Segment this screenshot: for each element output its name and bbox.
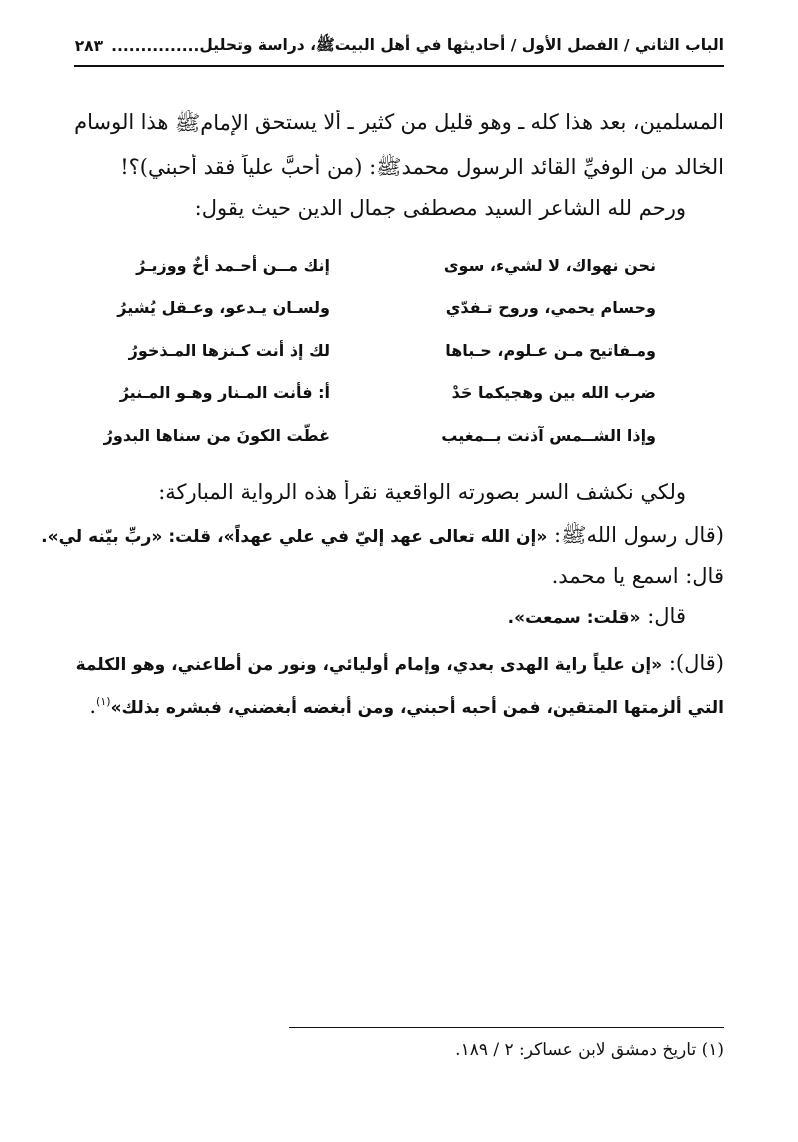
poem-verse-3-first: ومـفاتيح مـن عـلوم، حـباها [445, 341, 656, 360]
poem-verse-1-first: نحن نهواك، لا لشيء، سوى [443, 256, 656, 275]
para1-line2: الخالد من الوفيِّ القائد الرسول محمدﷺ: (من أحبَّ علياً فقد أحبني)؟! [120, 155, 724, 179]
word: ـ [347, 110, 354, 134]
footnote-text: (١) تاريخ دمشق لابن عساكر: ٢ / ١٨٩. [455, 1040, 724, 1060]
para7-line1 [74, 651, 724, 675]
para6-line [508, 604, 686, 628]
poem-verse-1-second: إنك مــن أحـمد أخٌ ووزيـرُ [136, 256, 330, 275]
footnote-rule [289, 1027, 724, 1028]
word: كثير [359, 110, 395, 134]
word: الإمامﷺ [174, 111, 249, 135]
word: المسلمين، [632, 110, 724, 134]
word: وهو [479, 110, 512, 134]
para7-line2 [89, 694, 724, 718]
poem-verse-5-first: وإذا الشــمس آذنت بــمغيب [441, 426, 656, 445]
word: هذا [140, 110, 169, 134]
para4-intro: (قال رسول اللهﷺ: [547, 523, 724, 547]
poem-verse-4-second: أ: فأنت المـنار وهـو المـنيرُ [119, 383, 330, 402]
para7-quote-line2: التي ألزمتها المتقين، فمن أحبه أحبني، ومن أبغضه أبغضني، فبشره بذلك» [110, 698, 724, 718]
para6-intro: قال: [640, 604, 686, 628]
para6-quote: «قلت: سمعت». [507, 608, 641, 628]
para4-quote: «إن الله تعالى عهد إليّ في علي عهداً»، قلت: «ربِّ بيّنه لي». [41, 527, 548, 547]
para5-line: قال: اسمع يا محمد. [551, 564, 724, 588]
running-header [74, 33, 724, 59]
word: قليل [434, 110, 474, 134]
para7-intro: (قال): [662, 651, 724, 675]
word: هذا [565, 110, 594, 134]
poem-verse-2-second: ولسـان يـدعو، وعـقل يُشيرُ [117, 298, 330, 317]
poem-verse-5-second: غطّت الكونَ من سناها البدورُ [103, 426, 330, 445]
footnote-reference: (١) [96, 695, 111, 708]
word: الوسام [74, 110, 135, 134]
poem-verse-3-second: لك إذ أنت كـنزها المـذخورُ [128, 341, 330, 360]
header-leader-dots: ............... [111, 37, 200, 55]
para3-intro: ولكي نكشف السر بصورته الواقعية نقرأ هذه الرواية المباركة: [158, 480, 686, 504]
word: من [400, 110, 428, 134]
word: كله [530, 110, 559, 134]
word: ألا [323, 110, 342, 134]
para2-intro: ورحم لله الشاعر السيد مصطفى جمال الدين حيث يقول: [194, 196, 686, 220]
running-title: الباب الثاني / الفصل الأول / أحاديثها في أهل البيتﷺ، دراسة وتحليل [199, 35, 724, 54]
word: يستحق [254, 110, 317, 134]
para7-quote-line1: «إن علياً راية الهدى بعدي، وإمام أوليائي، ونور من أطاعني، وهو الكلمة [75, 655, 663, 675]
header-rule [74, 65, 724, 67]
para1-line1 [74, 110, 724, 141]
poem-verse-4-first: ضرب الله بين وهجيكما حَدْ [451, 383, 656, 402]
page-number: ٢٨٣ [74, 37, 104, 55]
para4-line [41, 522, 724, 553]
poem-verse-2-first: وحسام يحمي، وروح تـفدّي [445, 298, 656, 317]
word: بعد [599, 110, 627, 134]
para7-end: . [89, 694, 97, 718]
word: ـ [518, 110, 525, 134]
